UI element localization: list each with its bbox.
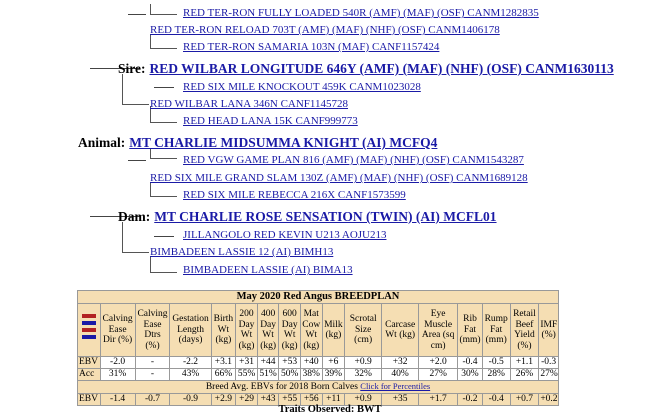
animal-line bbox=[78, 134, 437, 152]
dam-dam-line bbox=[150, 246, 333, 258]
sire-dam-dam-line bbox=[183, 115, 358, 127]
breed-avg-cell: -0.9 bbox=[170, 394, 211, 406]
acc-cell: 31% bbox=[100, 369, 135, 381]
sire-sire-line bbox=[150, 24, 500, 36]
column-header: IMF (%) bbox=[539, 304, 559, 357]
ebv-cell: -2.0 bbox=[100, 357, 135, 369]
breed-avg-cell: +0.2 bbox=[540, 394, 558, 405]
dam-line bbox=[118, 208, 497, 226]
connector-line bbox=[122, 74, 149, 105]
column-header: Mat Cow Wt (kg) bbox=[300, 304, 322, 357]
dam-sire-dam-line bbox=[183, 189, 406, 201]
breed-avg-cell: +0.7 bbox=[510, 394, 539, 406]
acc-row-label: Acc bbox=[78, 369, 101, 381]
ebv-cell: -0.5 bbox=[482, 357, 510, 369]
connector-line bbox=[154, 236, 174, 237]
acc-cell: 55% bbox=[236, 369, 258, 381]
breed-avg-cell: +56 bbox=[300, 394, 322, 406]
column-header: Scrotal Size (cm) bbox=[345, 304, 382, 357]
dam-dam-link[interactable]: BIMBADEEN LASSIE 12 (AI) BIMH13 bbox=[150, 246, 334, 258]
breedplan-table bbox=[77, 290, 559, 406]
dam-sire-link[interactable]: RED SIX MILE GRAND SLAM 130Z (AMF) (MAF) (NHF) (OSF) CANM1689128 bbox=[150, 172, 528, 184]
breedplan-title: May 2020 Red Angus BREEDPLAN bbox=[78, 291, 559, 304]
column-header: Carcase Wt (kg) bbox=[382, 304, 419, 357]
sire-sire-sire-link[interactable]: RED TER-RON FULLY LOADED 540R (AMF) (MAF) (OSF) CANM1282835 bbox=[183, 7, 539, 19]
ebv-cell: +0.9 bbox=[345, 357, 382, 369]
percentiles-link[interactable]: Click for Percentiles bbox=[360, 381, 431, 392]
breed-avg-text: Breed Avg. EBVs for 2018 Born Calves bbox=[205, 382, 358, 393]
breed-avg-cell: -1.4 bbox=[100, 394, 135, 406]
dam-sire-dam-link[interactable]: RED SIX MILE REBECCA 216X CANF1573599 bbox=[183, 189, 406, 201]
dam-dam-dam-link[interactable]: BIMBADEEN LASSIE (AI) BIMA13 bbox=[183, 264, 353, 276]
ebv-row-label: EBV bbox=[78, 357, 101, 369]
sire-sire-link[interactable]: RED TER-RON RELOAD 703T (AMF) (MAF) (NHF) (OSF) CANM1406178 bbox=[150, 24, 500, 36]
sire-sire-dam-link[interactable]: RED TER-RON SAMARIA 103N (MAF) CANF1157424 bbox=[183, 41, 440, 53]
acc-cell: 38% bbox=[300, 369, 322, 381]
column-header: Eye Muscle Area (sq cm) bbox=[419, 304, 458, 357]
breed-avg-cell: +1.7 bbox=[419, 394, 458, 406]
breed-avg-cell: +55 bbox=[279, 394, 301, 406]
dam-sire-sire-link[interactable]: RED VGW GAME PLAN 816 (AMF) (MAF) (NHF) (OSF) CANM1543287 bbox=[183, 154, 524, 166]
traits-observed: Traits Observed: BWT bbox=[278, 404, 382, 415]
dam-sire-sire-line bbox=[183, 154, 524, 166]
breed-avg-cell: +0.9 bbox=[345, 394, 382, 406]
breed-avg-cell: -0.7 bbox=[135, 394, 170, 406]
sire-sire-sire-line bbox=[183, 7, 539, 19]
acc-cell: 28% bbox=[482, 369, 510, 381]
connector-line bbox=[154, 87, 174, 88]
sire-label: Sire: bbox=[118, 61, 146, 76]
acc-cell: 43% bbox=[170, 369, 211, 381]
column-header: Calving Ease Dir (%) bbox=[100, 304, 135, 357]
dam-dam-sire-link[interactable]: JILLANGOLO RED KEVIN U213 AOJU213 bbox=[183, 229, 387, 241]
column-header: Rib Fat (mm) bbox=[458, 304, 483, 357]
column-header: Gestation Length (days) bbox=[170, 304, 211, 357]
ebv-cell: -0.3 bbox=[539, 357, 559, 369]
column-header: Retail Beef Yield (%) bbox=[510, 304, 539, 357]
breed-avg-caption bbox=[78, 381, 559, 394]
ebv-cell: -0.4 bbox=[458, 357, 483, 369]
sire-sire-dam-line bbox=[183, 41, 439, 53]
ebv-cell: +31 bbox=[236, 357, 258, 369]
connector-line bbox=[150, 256, 177, 273]
sire-dam-sire-line bbox=[183, 81, 421, 93]
animal-label: Animal: bbox=[78, 135, 126, 150]
breed-avg-cell: -0.4 bbox=[482, 394, 510, 406]
header-row bbox=[78, 304, 559, 357]
breed-avg-row-label: EBV bbox=[78, 394, 101, 406]
column-header: Milk (kg) bbox=[322, 304, 345, 357]
ebv-row bbox=[78, 357, 559, 369]
connector-line bbox=[150, 182, 177, 197]
column-header: Calving Ease Dtrs (%) bbox=[135, 304, 170, 357]
sire-link[interactable]: RED WILBAR LONGITUDE 646Y (AMF) (MAF) (NHF) (OSF) CANM1630113 bbox=[149, 61, 614, 76]
breed-avg-cell: +29 bbox=[236, 394, 258, 406]
dam-dam-sire-line bbox=[183, 229, 386, 241]
dam-dam-dam-line bbox=[183, 264, 353, 276]
acc-cell: 26% bbox=[510, 369, 539, 381]
sire-dam-link[interactable]: RED WILBAR LANA 346N CANF1145728 bbox=[150, 98, 349, 110]
breed-avg-cell: +35 bbox=[382, 394, 419, 406]
column-header: 400 Day Wt (kg) bbox=[257, 304, 279, 357]
sire-line bbox=[118, 60, 614, 78]
dam-link[interactable]: MT CHARLIE ROSE SENSATION (TWIN) (AI) MCFL01 bbox=[154, 209, 497, 224]
dam-label: Dam: bbox=[118, 209, 151, 224]
breedplan-logo-icon bbox=[78, 304, 101, 357]
sire-dam-sire-link[interactable]: RED SIX MILE KNOCKOUT 459K CANM1023028 bbox=[183, 81, 421, 93]
acc-cell: 32% bbox=[345, 369, 382, 381]
acc-cell: 27% bbox=[540, 369, 558, 380]
animal-link[interactable]: MT CHARLIE MIDSUMMA KNIGHT (AI) MCFQ4 bbox=[129, 135, 438, 150]
breed-avg-cell: +11 bbox=[322, 394, 345, 406]
ebv-cell: +3.1 bbox=[211, 357, 236, 369]
breed-avg-cell: +43 bbox=[257, 394, 279, 406]
column-header: 200 Day Wt (kg) bbox=[236, 304, 258, 357]
connector-line bbox=[128, 160, 146, 161]
column-header: Rump Fat (mm) bbox=[482, 304, 510, 357]
column-header: 600 Day Wt (kg) bbox=[279, 304, 301, 357]
connector-line bbox=[150, 4, 177, 15]
acc-cell: 40% bbox=[382, 369, 419, 381]
breed-avg-cell: +2.9 bbox=[211, 394, 236, 406]
ebv-cell: +53 bbox=[279, 357, 301, 369]
acc-cell: 50% bbox=[279, 369, 301, 381]
column-header: Birth Wt (kg) bbox=[211, 304, 236, 357]
connector-line bbox=[150, 34, 177, 49]
ebv-cell: +6 bbox=[322, 357, 345, 369]
ebv-cell: +32 bbox=[382, 357, 419, 369]
connector-line bbox=[122, 222, 149, 253]
ebv-cell: +40 bbox=[300, 357, 322, 369]
ebv-cell: +2.0 bbox=[419, 357, 458, 369]
acc-cell: 30% bbox=[458, 369, 483, 381]
ebv-cell: +44 bbox=[257, 357, 279, 369]
connector-line bbox=[128, 14, 146, 15]
sire-dam-dam-link[interactable]: RED HEAD LANA 15K CANF999773 bbox=[183, 115, 358, 127]
acc-cell: 51% bbox=[257, 369, 279, 381]
acc-cell: 66% bbox=[211, 369, 236, 381]
ebv-cell: +1.1 bbox=[510, 357, 539, 369]
acc-row bbox=[78, 369, 559, 381]
ebv-cell: -2.2 bbox=[170, 357, 211, 369]
sire-dam-line bbox=[150, 98, 348, 110]
acc-cell: 39% bbox=[322, 369, 345, 381]
dam-sire-line bbox=[150, 172, 528, 184]
breed-avg-cell: -0.2 bbox=[458, 394, 483, 406]
acc-cell: - bbox=[135, 369, 170, 381]
ebv-cell: - bbox=[135, 357, 170, 369]
acc-cell: 27% bbox=[419, 369, 458, 381]
